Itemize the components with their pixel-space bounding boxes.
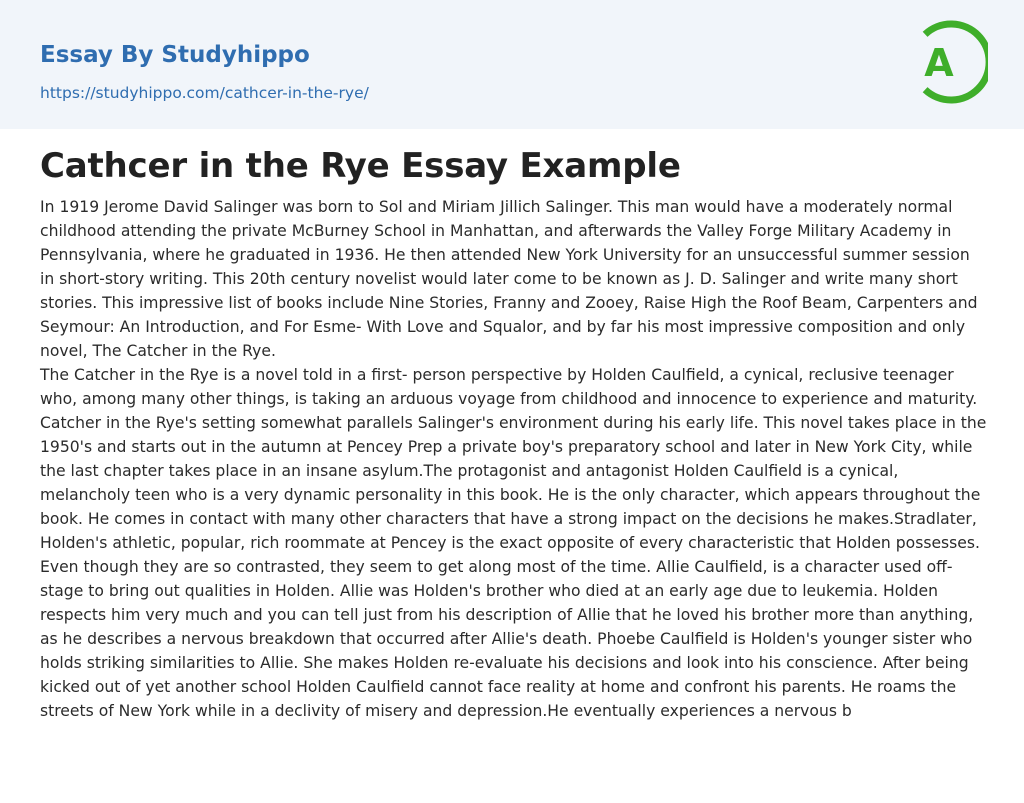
essay-paragraph: In 1919 Jerome David Salinger was born to Sol and Miriam Jillich Salinger. This man would have a moderately normal childhood attending the private McBurney School in Manhattan, and afterwards the Valley Forge Military Academy in Pennsylvania, where he graduated in 1936. He then attended New York University for an unsuccessful summer session in short-story writing. This 20th century novelist would later come to be known as J. D. Salinger and write many short stories. This impressive list of books include Nine Stories, Franny and Zooey, Raise High the Roof Beam, Carpenters and Seymour: An Introduction, and For Esme- With Love and Squalor, and by far his most impressive composition and only novel, The Catcher in the Rye. [40,198,978,360]
source-url-link[interactable]: https://studyhippo.com/cathcer-in-the-rye/ [40,84,369,102]
essay-paragraph: The Catcher in the Rye is a novel told in a first- person perspective by Holden Caulfield, a cynical, reclusive teenager who, among many other things, is taking an arduous voyage from childhood and innocence to experience and maturity. Catcher in the Rye's setting somewhat parallels Salinger's environment during his early life. This novel takes place in the 1950's and starts out in the autumn at Pencey Prep a private boy's preparatory school and later in New York City, while the last chapter takes place in an insane asylum.The protagonist and antagonist Holden Caulfield is a cynical, melancholy teen who is a very dynamic personality in this book. He is the only character, which appears throughout the book. He comes in contact with many other characters that have a strong impact on the decisions he makes.Stradlater, Holden's athletic, popular, rich roommate at Pencey is the exact opposite of every characteristic that Holden possesses. Even though they are so contrasted, they seem to get along most of the time. Allie Caulfield, is a character used off-stage to bring out qualities in Holden. Allie was Holden's brother who died at an early age due to leukemia. Holden respects him very much and you can tell just from his description of Allie that he loved his brother more than anything, as he describes a nervous breakdown that occurred after Allie's death. Phoebe Caulfield is Holden's younger sister who holds striking similarities to Allie. She makes Holden re-evaluate his decisions and look into his conscience. After being kicked out of yet another school Holden Caulfield cannot face reality at home and confront his parents. He roams the streets of New York while in a declivity of misery and depression.He eventually experiences a nervous b [40,366,987,720]
essay-body [40,195,988,723]
logo-a-icon [908,18,988,106]
logo-letter: A [924,41,954,85]
brand-title[interactable]: Essay By Studyhippo [40,42,310,68]
page-title: Cathcer in the Rye Essay Example [40,146,681,186]
studyhippo-logo[interactable] [908,18,988,106]
site-header [0,0,1024,129]
